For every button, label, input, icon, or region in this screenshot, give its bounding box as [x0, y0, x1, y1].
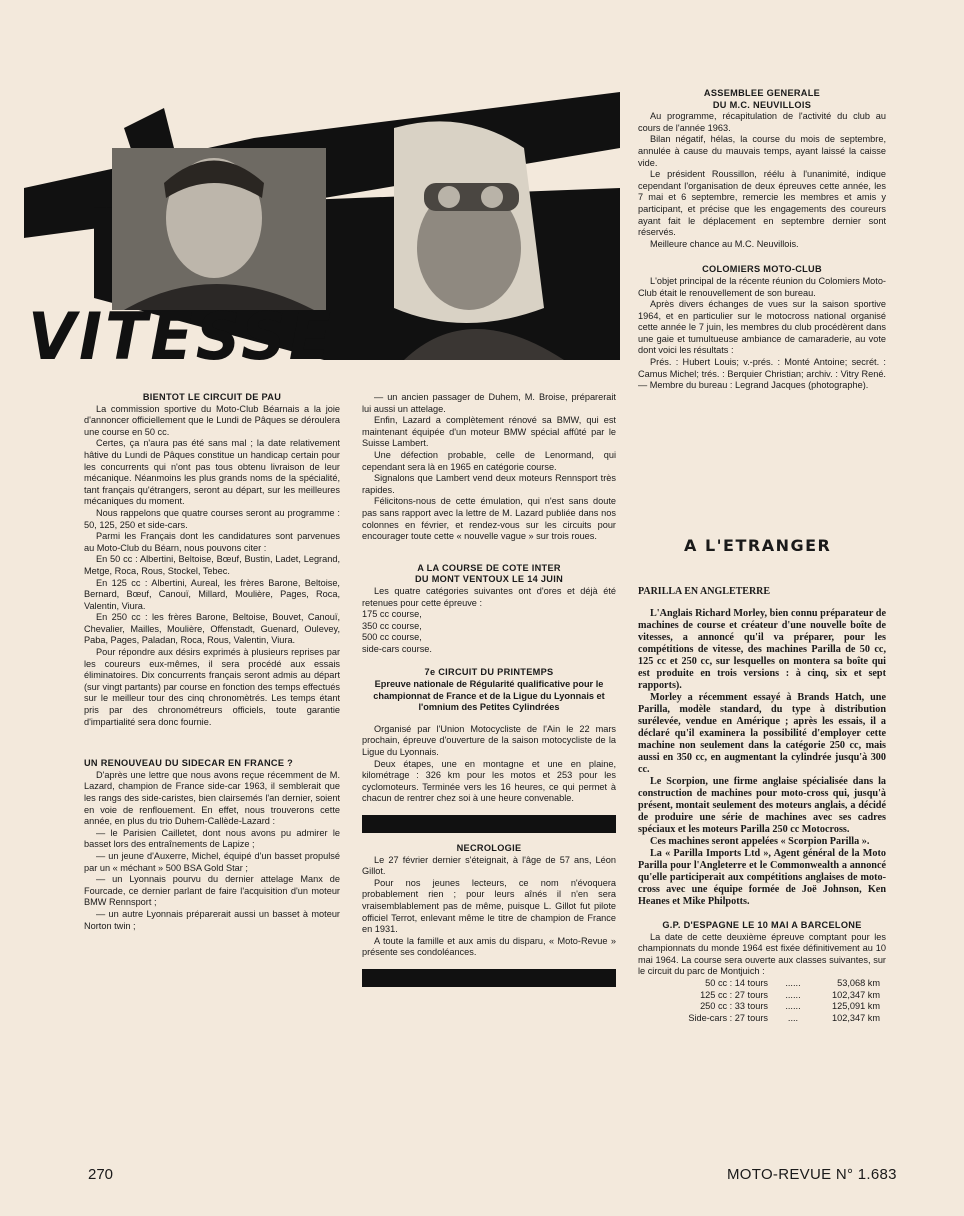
paragraph: Morley a récemment essayé à Brands Hatch, une Parilla, modèle standard, du type à distribution surélevée, vendue en Amérique ; après les essais, il a déclaré qu'il examinera la possibilité d'employer cette machine non seulement dans la catégorie 250 cc, mais aussi en 350 cc, en augmentant la cylindrée jusqu'à 300 cc.: [638, 692, 886, 775]
paragraph: D'après une lettre que nous avons reçue récemment de M. Lazard, champion de France side-car 1963, il semblerait que les rangs des side-caristes, bien clairsemés l'an dernier, soient en voie de renflouement. En effet, nous trouverons cette année, en plus du trio Duhem-Callède-Lazard :: [84, 769, 340, 827]
section-title-etranger: A L'ETRANGER: [684, 536, 832, 555]
paragraph: Le 27 février dernier s'éteignait, à l'âge de 57 ans, Léon Gillot.: [362, 854, 616, 877]
separator-bar: [362, 969, 616, 987]
paragraph: Signalons que Lambert vend deux moteurs Rennsport très rapides.: [362, 473, 616, 495]
paragraph: Au programme, récapitulation de l'activité du club au cours de l'année 1963.: [638, 111, 886, 133]
paragraph: — un Lyonnais pourvu du dernier attelage Manx de Fourcade, ce dernier parlant de faire l'acquisition d'un moteur BMW Rennsport ;: [84, 874, 340, 908]
paragraph: — un jeune d'Auxerre, Michel, équipé d'un basset propulsé par un « méchant » 500 BSA Gold Star ;: [84, 850, 340, 873]
article-heading-printemps: 7e CIRCUIT DU PRINTEMPS: [424, 667, 554, 678]
paragraph: La commission sportive du Moto-Club Béarnais a la joie d'annoncer officiellement que le Lundi de Pâques se déroulera une course en 50 cc.: [84, 403, 340, 437]
article-heading-sidecar: UN RENOUVEAU DU SIDECAR EN FRANCE ?: [84, 758, 294, 769]
paragraph: — un autre Lyonnais préparerait aussi un basset à moteur Norton twin ;: [84, 908, 340, 931]
magazine-issue: MOTO-REVUE N° 1.683: [727, 1166, 897, 1183]
paragraph: Une défection probable, celle de Lenormand, qui cependant sera là en 1965 en catégorie course.: [362, 449, 616, 472]
paragraph: Après divers échanges de vues sur la saison sportive 1964, et en particulier sur le motocross national organisé cette année le 7 juin, les membres du club procédèrent dans une gaie et tumultueuse ambiance de camaraderie, au vote dont voici les résultats :: [638, 299, 886, 356]
paragraph: La date de cette deuxième épreuve comptant pour les championnats du monde 1964 est fixée définitivement au 10 mai 1964. La course sera ouverte aux classes suivantes, sur le circuit du parc de Montjuich :: [638, 931, 886, 977]
paragraph: Félicitons-nous de cette émulation, qui n'est sans doute pas sans rapport avec la lettre de M. Lazard publiée dans nos colonnes en février, et rendez-vous sur les circuits pour encourager toute cette « nouvelle vague » sur trois roues.: [362, 496, 616, 542]
article-heading-neuvillois-line2: DU M.C. NEUVILLOIS: [712, 99, 812, 110]
paragraph: En 250 cc : les frères Barone, Beltoise, Bouvet, Canouï, Chevalier, Mailles, Moulière, Offenstadt, Guenard, Oulevey, Paba, Pages, Paladan, Roca, Rous, Valentin, Viura.: [84, 612, 340, 646]
section-title-vitesse: VITESSE: [28, 298, 335, 375]
paragraph: Le Scorpion, une firme anglaise spécialisée dans la construction de machines pour moto-cross qui, jusqu'à présent, montait seulement des moteurs anglais, a décidé de produire une série de machines avec ses cadres spéciaux et les moteurs Parilla 250 cc Motocross.: [638, 776, 886, 835]
table-row: Side-cars : 27 tours .... 102,347 km: [688, 1012, 880, 1023]
paragraph: En 125 cc : Albertini, Aureal, les frères Barone, Beltoise, Bernard, Bœuf, Canouï, Millard, Moulière, Pages, Roca, Valentin, Viura.: [84, 577, 340, 611]
table-row: 250 cc : 33 tours ...... 125,091 km: [700, 1001, 880, 1012]
paragraph: Nous rappelons que quatre courses seront au programme : 50, 125, 250 et side-cars.: [84, 507, 340, 530]
article-heading-neuvillois: ASSEMBLEE GENERALE: [703, 88, 821, 98]
article-heading-parilla: PARILLA EN ANGLETERRE: [638, 586, 771, 597]
paragraph: — le Parisien Cailletet, dont nous avons pu admirer le basset lors des entraînements de Lapize ;: [84, 827, 340, 850]
column-3-lower: [638, 586, 886, 1024]
paragraph: Pour nos jeunes lecteurs, ce nom n'évoquera probablement rien ; pour leurs aînés il n'en sera vraisemblablement pas de même, puisque L. Gillot fut pilote officiel Terrot, enlevant même le titre de champion de France en 1931.: [362, 877, 616, 935]
paragraph: Pour répondre aux désirs exprimés à plusieurs reprises par les coureurs eux-mêmes, il sera procédé aux essais éliminatoires. Dix concurrents français seront admis au départ (sur vingt partants) par course en fonction des temps effectués sur le meilleur tour des cinq chronomètrés. Les temps étant pris par des chronométreurs officiels, toute garantie d'impartialité sera donc fournie.: [84, 647, 340, 727]
column-2: [362, 392, 616, 997]
list-item: side-cars course.: [362, 643, 432, 654]
paragraph: Enfin, Lazard a complètement rénové sa BMW, qui est maintenant équipée d'un moteur BMW spécial affûté par le Suisse Lambert.: [362, 415, 616, 449]
paragraph: Meilleure chance au M.C. Neuvillois.: [650, 238, 799, 249]
column-1: [84, 392, 340, 932]
article-heading-ventoux: A LA COURSE DE COTE INTER: [417, 562, 561, 573]
paragraph: Bilan négatif, hélas, la course du mois de septembre, annulée à cause du mauvais temps, ayant laissé la caisse vide.: [638, 134, 886, 168]
paragraph: La « Parilla Imports Ltd », Agent général de la Moto Parilla pour l'Angleterre et le Commonwealth a annoncé qu'elle participerait aux compétitions anglaises de moto-cross avec une équipe formée de Joë Johnson, Ken Heanes et Mike Philpotts.: [638, 848, 886, 907]
list-item: 350 cc course,: [362, 620, 422, 631]
list-item: 175 cc course,: [362, 609, 422, 620]
article-heading-ventoux-line2: DU MONT VENTOUX LE 14 JUIN: [414, 574, 564, 585]
paragraph: Prés. : Hubert Louis; v.-prés. : Monté Antoine; secrét. : Camus Michel; trés. : Berquier Christian; archiv. : Vitry René. — Membre du bureau : Legrand Jacques (photographe).: [638, 357, 886, 391]
paragraph: Parmi les Français dont les candidatures sont parvenues au Moto-Club du Béarn, nous pouvons citer :: [84, 531, 340, 553]
table-row: 125 cc : 27 tours ...... 102,347 km: [700, 989, 880, 1000]
race-distance-table: [658, 978, 886, 1024]
article-subheading-printemps: Epreuve nationale de Régularité qualificative pour le championnat de France et de la Ligue du Lyonnais et l'omnium des Petites Cylindrées: [373, 679, 605, 713]
paragraph: — un ancien passager de Duhem, M. Broise, préparerait lui aussi un attelage.: [362, 392, 616, 414]
article-heading-gp-espagne: G.P. D'ESPAGNE LE 10 MAI A BARCELONE: [662, 920, 862, 930]
table-row: 50 cc : 14 tours ...... 53,068 km: [705, 977, 880, 988]
list-item: 500 cc course,: [362, 632, 422, 643]
separator-bar: [362, 815, 616, 833]
paragraph: Organisé par l'Union Motocycliste de l'Ain le 22 mars prochain, épreuve d'ouverture de la saison motocycliste de la Ligue du Lyonnais.: [362, 723, 616, 758]
rider-portrait-left: [112, 148, 326, 310]
paragraph: A toute la famille et aux amis du disparu, « Moto-Revue » présente ses condoléances.: [362, 935, 616, 958]
paragraph: L'objet principal de la récente réunion du Colomiers Moto-Club était le renouvellement de son bureau.: [638, 275, 886, 298]
article-heading-colomiers: COLOMIERS MOTO-CLUB: [702, 264, 822, 275]
paragraph: Ces machines seront appelées « Scorpion Parilla ».: [650, 836, 870, 847]
paragraph: Deux étapes, une en montagne et une en plaine, kilométrage : 326 km pour les motos et 253 pour les cyclomoteurs. Terminée vers les 16 heures, ce qui permet à chacun de rentrer chez soi à une heure convenable.: [362, 758, 616, 804]
paragraph: En 50 cc : Albertini, Beltoise, Bœuf, Bustin, Ladet, Legrand, Metge, Roca, Rous, Stockel, Tebec.: [84, 554, 340, 576]
paragraph: L'Anglais Richard Morley, bien connu préparateur de machines de course et créateur d'une nouvelle boîte de vitesses, a annoncé qu'il va préparer, pour les compétitions de vitesse, des machines Parilla de 50 cc, 125 cc et 250 cc, sur lesquelles on montera sa boîte qui est produite en trois versions : à cinq, six et sept rapports).: [638, 608, 886, 691]
article-heading-pau: BIENTOT LE CIRCUIT DE PAU: [142, 392, 282, 402]
paragraph: Le président Roussillon, réélu à l'unanimité, indique cependant l'organisation de deux épreuves cette année, les 7 mai et 6 septembre, remercie les membres et amis y participant, et précise que les engagements des coureurs ayant fait le déplacement en septembre dernier sont réservés.: [638, 169, 886, 238]
page-number: 270: [88, 1166, 114, 1183]
paragraph: Certes, ça n'aura pas été sans mal ; la date relativement hâtive du Lundi de Pâques constitue un handicap certain pour les concurrents qui n'ont pas tous obtenu livraison de leur mécanique. Néanmoins les plus grands noms de la spécialité, tant français qu'étrangers, seront au départ, sur les meilleures mécaniques du moment.: [84, 438, 340, 507]
column-3: [638, 88, 886, 392]
article-heading-necrologie: NECROLOGIE: [456, 843, 522, 853]
paragraph: Les quatre catégories suivantes ont d'ores et déjà été retenues pour cette épreuve :: [362, 585, 616, 608]
